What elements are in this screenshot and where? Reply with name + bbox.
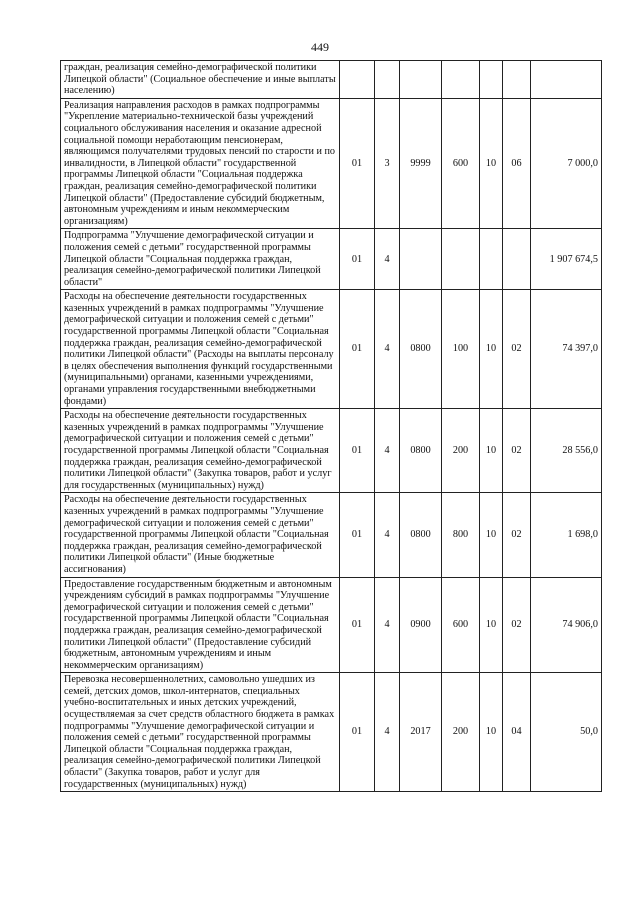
direction-code-cell: 9999 [400,98,442,229]
subsection-cell: 06 [503,98,531,229]
amount-cell: 74 397,0 [531,290,602,409]
table-row [61,409,602,493]
row-description: граждан, реализация семейно-демографической политики Липецкой области" (Социальное обеспечение и иные выплаты населению) [61,61,340,99]
subprogram-code-cell: 3 [375,98,400,229]
section-cell [480,61,503,99]
row-description: Перевозка несовершеннолетних, самовольно ушедших из семей, детских домов, школ-интернатов, специальных учебно-воспитательных и иных детских учреждений, осуществляемая за счет средств областного бюджета в рамках подпрограммы "Улучшение демографической ситуации и положения семей с детьми" государственной программы Липецкой области "Социальная поддержка граждан, реализация семейно-демографической политики Липецкой области" (Закупка товаров, работ и услуг для государственных (муниципальных) нужд) [61,673,340,792]
section-cell: 10 [480,493,503,577]
subprogram-code-cell: 4 [375,673,400,792]
amount-cell: 28 556,0 [531,409,602,493]
budget-table [60,60,602,792]
table-row [61,229,602,290]
direction-code-cell: 0800 [400,409,442,493]
subsection-cell: 02 [503,577,531,673]
table-body [61,61,602,792]
subsection-cell: 02 [503,493,531,577]
direction-code-cell: 0900 [400,577,442,673]
row-description: Расходы на обеспечение деятельности государственных казенных учреждений в рамках подпрограммы "Улучшение демографической ситуации и положения семей с детьми" государственной программы Липецкой области "Социальная поддержка граждан, реализация семейно-демографической политики Липецкой области" (Иные бюджетные ассигнования) [61,493,340,577]
subprogram-code-cell: 4 [375,493,400,577]
program-code-cell: 01 [340,673,375,792]
subprogram-code-cell: 4 [375,577,400,673]
row-description: Предоставление государственным бюджетным и автономным учреждениям субсидий в рамках подпрограммы "Улучшение демографической ситуации и положения семей с детьми" государственной программы Липецкой области "Социальная поддержка граждан, реализация семейно-демографической политики Липецкой области" (Предоставление субсидий бюджетным, автономным учреждениям и иным некоммерческим организациям) [61,577,340,673]
subsection-cell: 02 [503,290,531,409]
table-row [61,290,602,409]
page-number: 449 [311,40,329,54]
expense-type-cell: 200 [442,409,480,493]
expense-type-cell [442,61,480,99]
row-description: Подпрограмма "Улучшение демографической ситуации и положения семей с детьми" государственной программы Липецкой области "Социальная поддержка граждан, реализация семейно-демографической политики Липецкой области" [61,229,340,290]
subsection-cell [503,229,531,290]
table-row [61,577,602,673]
subprogram-code-cell: 4 [375,290,400,409]
row-description: Расходы на обеспечение деятельности государственных казенных учреждений в рамках подпрограммы "Улучшение демографической ситуации и положения семей с детьми" государственной программы Липецкой области "Социальная поддержка граждан, реализация семейно-демографической политики Липецкой области" (Расходы на выплаты персоналу в целях обеспечения выполнения функций государственными (муниципальными) органами, казенными учреждениями, органами управления государственными внебюджетными фондами) [61,290,340,409]
expense-type-cell [442,229,480,290]
amount-cell: 1 698,0 [531,493,602,577]
program-code-cell: 01 [340,577,375,673]
section-cell [480,229,503,290]
direction-code-cell: 0800 [400,290,442,409]
table-row [61,673,602,792]
amount-cell: 7 000,0 [531,98,602,229]
program-code-cell [340,61,375,99]
direction-code-cell: 0800 [400,493,442,577]
subsection-cell: 02 [503,409,531,493]
program-code-cell: 01 [340,229,375,290]
subprogram-code-cell: 4 [375,409,400,493]
direction-code-cell [400,229,442,290]
row-description: Расходы на обеспечение деятельности государственных казенных учреждений в рамках подпрограммы "Улучшение демографической ситуации и положения семей с детьми" государственной программы Липецкой области "Социальная поддержка граждан, реализация семейно-демографической политики Липецкой области" (Закупка товаров, работ и услуг для государственных (муниципальных) нужд) [61,409,340,493]
program-code-cell: 01 [340,290,375,409]
row-description: Реализация направления расходов в рамках подпрограммы "Укрепление материально-технической базы учреждений социального обслуживания населения и оказание адресной социальной помощи неработающим пенсионерам, являющимся получателями трудовых пенсий по старости и по инвалидности, в Липецкой области" государственной программы Липецкой области "Социальная поддержка граждан, реализация семейно-демографической политики Липецкой области" (Предоставление субсидий бюджетным, автономным учреждениям и иным некоммерческим организациям) [61,98,340,229]
program-code-cell: 01 [340,409,375,493]
table-row [61,493,602,577]
direction-code-cell: 2017 [400,673,442,792]
program-code-cell: 01 [340,493,375,577]
section-cell: 10 [480,577,503,673]
section-cell: 10 [480,98,503,229]
expense-type-cell: 800 [442,493,480,577]
subsection-cell [503,61,531,99]
amount-cell: 1 907 674,5 [531,229,602,290]
expense-type-cell: 200 [442,673,480,792]
subprogram-code-cell: 4 [375,229,400,290]
program-code-cell: 01 [340,98,375,229]
table-row [61,98,602,229]
expense-type-cell: 100 [442,290,480,409]
expense-type-cell: 600 [442,577,480,673]
direction-code-cell [400,61,442,99]
subprogram-code-cell [375,61,400,99]
table-row [61,61,602,99]
expense-type-cell: 600 [442,98,480,229]
amount-cell: 50,0 [531,673,602,792]
section-cell: 10 [480,290,503,409]
amount-cell [531,61,602,99]
amount-cell: 74 906,0 [531,577,602,673]
section-cell: 10 [480,409,503,493]
section-cell: 10 [480,673,503,792]
subsection-cell: 04 [503,673,531,792]
